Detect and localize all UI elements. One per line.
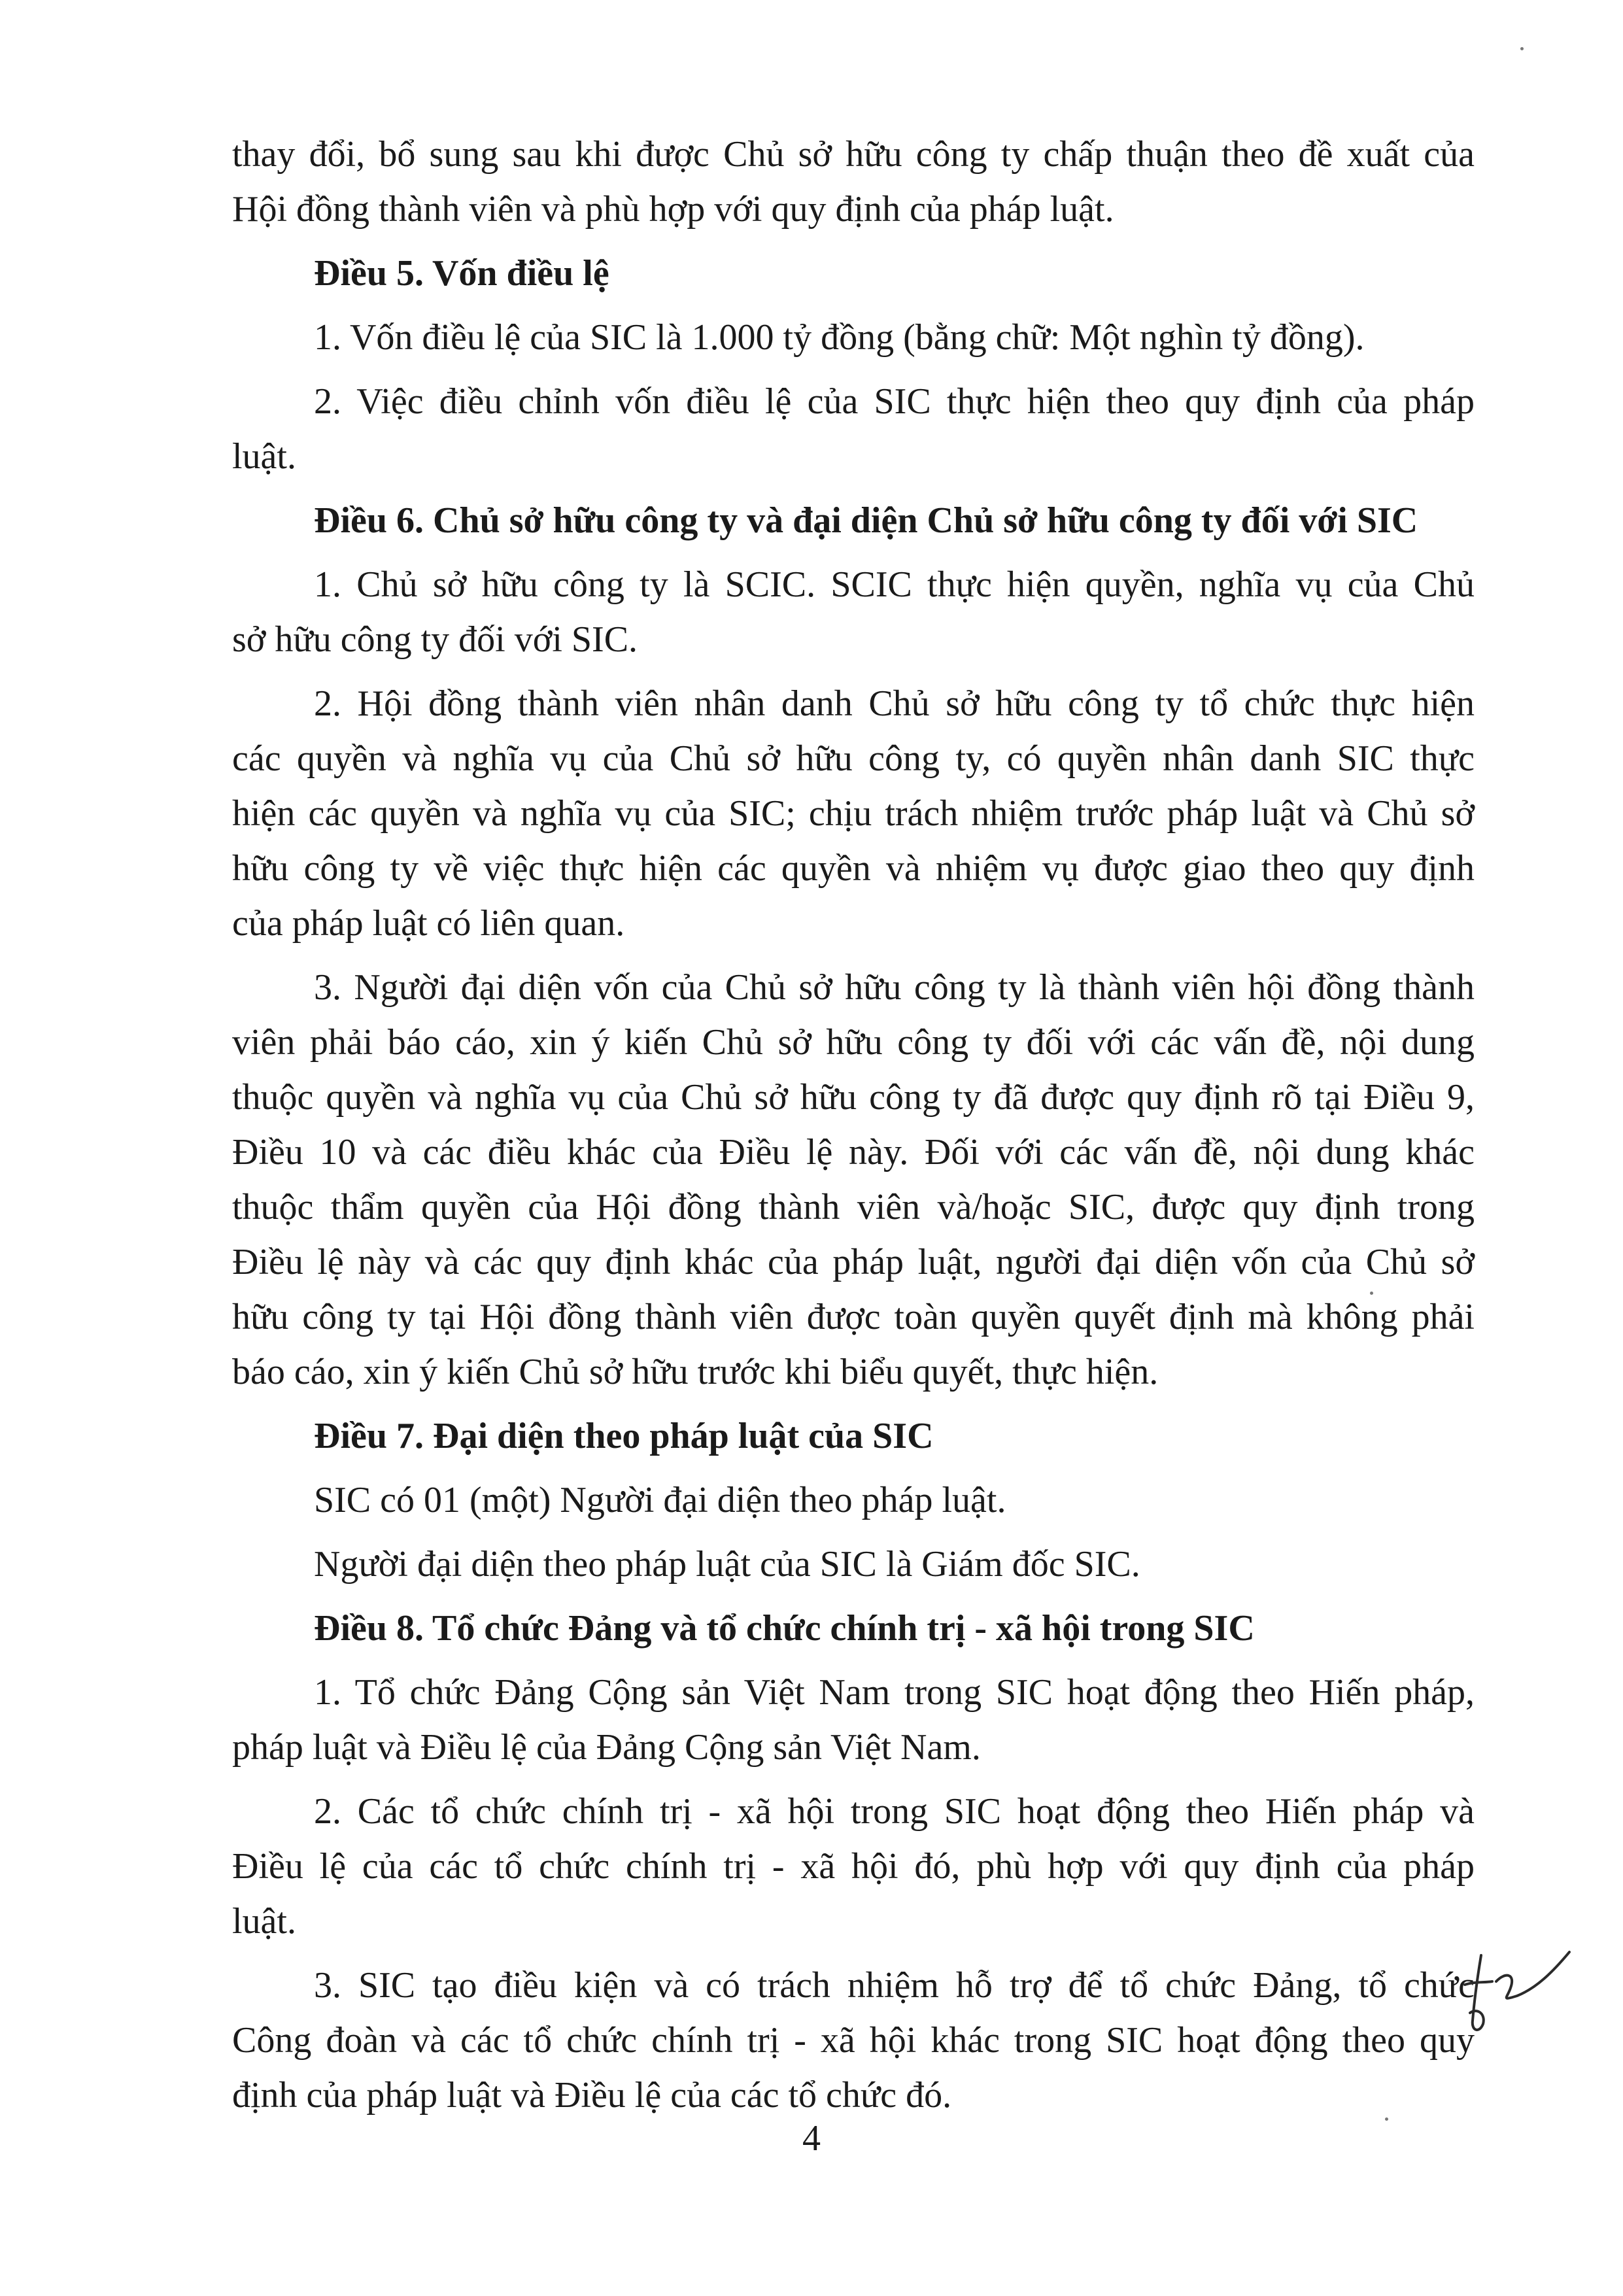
text-line: các quyền và nghĩa vụ của Chủ sở hữu công ty, có quyền nhân danh SIC thực (232, 738, 1475, 779)
article-heading: Điều 8. Tổ chức Đảng và tổ chức chính trị - xã hội trong SIC (314, 1608, 1255, 1649)
paragraph (232, 1665, 1475, 1775)
text-line: SIC có 01 (một) Người đại diện theo pháp luật. (314, 1480, 1006, 1520)
paragraph (232, 557, 1475, 667)
paragraph (232, 1473, 1475, 1528)
paragraph (232, 310, 1475, 365)
paragraph (232, 1958, 1475, 2123)
handwritten-initials (1445, 1936, 1576, 2047)
text-line: Người đại diện theo pháp luật của SIC là Giám đốc SIC. (314, 1544, 1140, 1585)
article-heading: Điều 6. Chủ sở hữu công ty và đại diện Chủ sở hữu công ty đối với SIC (314, 500, 1418, 541)
text-line: 1. Chủ sở hữu công ty là SCIC. SCIC thực hiện quyền, nghĩa vụ của Chủ (314, 564, 1475, 605)
text-line: 3. Người đại diện vốn của Chủ sở hữu công ty là thành viên hội đồng thành (314, 967, 1475, 1008)
text-line: hữu công ty về việc thực hiện các quyền và nhiệm vụ được giao theo quy định (232, 848, 1475, 889)
text-line: sở hữu công ty đối với SIC. (232, 619, 638, 660)
text-line: Công đoàn và các tổ chức chính trị - xã hội khác trong SIC hoạt động theo quy (232, 2020, 1475, 2061)
paragraph (232, 1537, 1475, 1592)
text-line: 1. Vốn điều lệ của SIC là 1.000 tỷ đồng (bằng chữ: Một nghìn tỷ đồng). (314, 317, 1365, 358)
text-line: thuộc thẩm quyền của Hội đồng thành viên và/hoặc SIC, được quy định trong (232, 1187, 1475, 1227)
page-number: 4 (802, 2118, 821, 2159)
paragraph (232, 1784, 1475, 1949)
text-line: Điều lệ của các tổ chức chính trị - xã hội đó, phù hợp với quy định của pháp (232, 1846, 1475, 1887)
article-heading: Điều 7. Đại diện theo pháp luật của SIC (314, 1416, 934, 1456)
article-heading: Điều 5. Vốn điều lệ (314, 253, 609, 294)
text-line: viên phải báo cáo, xin ý kiến Chủ sở hữu công ty đối với các vấn đề, nội dung (232, 1022, 1475, 1063)
signature-mark (1445, 1936, 1576, 2047)
text-line: hiện các quyền và nghĩa vụ của SIC; chịu trách nhiệm trước pháp luật và Chủ sở (232, 793, 1475, 834)
text-line: thuộc quyền và nghĩa vụ của Chủ sở hữu công ty đã được quy định rõ tại Điều 9, (232, 1077, 1475, 1118)
paragraph (232, 676, 1475, 951)
paragraph (232, 374, 1475, 484)
text-line: 2. Việc điều chỉnh vốn điều lệ của SIC thực hiện theo quy định của pháp (314, 381, 1475, 422)
text-line: 1. Tổ chức Đảng Cộng sản Việt Nam trong SIC hoạt động theo Hiến pháp, (314, 1672, 1475, 1713)
scan-speck (1370, 1292, 1373, 1295)
text-line: Điều 10 và các điều khác của Điều lệ này. Đối với các vấn đề, nội dung khác (232, 1132, 1475, 1173)
scan-speck (1520, 47, 1524, 50)
text-line: 2. Hội đồng thành viên nhân danh Chủ sở hữu công ty tổ chức thực hiện (314, 683, 1475, 724)
text-line: thay đổi, bổ sung sau khi được Chủ sở hữu công ty chấp thuận theo đề xuất của (232, 134, 1475, 175)
text-line: định của pháp luật và Điều lệ của các tổ chức đó. (232, 2075, 952, 2116)
text-line: của pháp luật có liên quan. (232, 903, 625, 944)
text-line: Hội đồng thành viên và phù hợp với quy định của pháp luật. (232, 189, 1114, 230)
text-line: hữu công ty tại Hội đồng thành viên được toàn quyền quyết định mà không phải (232, 1297, 1475, 1337)
text-line: luật. (232, 1901, 296, 1942)
text-line: 2. Các tổ chức chính trị - xã hội trong SIC hoạt động theo Hiến pháp và (314, 1791, 1475, 1832)
text-line: luật. (232, 436, 296, 477)
paragraph (232, 960, 1475, 1399)
text-line: pháp luật và Điều lệ của Đảng Cộng sản Việt Nam. (232, 1727, 981, 1768)
text-line: Điều lệ này và các quy định khác của pháp luật, người đại diện vốn của Chủ sở (232, 1242, 1475, 1282)
document-body (232, 118, 1475, 2123)
scan-speck (1385, 2117, 1388, 2121)
text-line: 3. SIC tạo điều kiện và có trách nhiệm hỗ trợ để tổ chức Đảng, tổ chức (314, 1965, 1475, 2006)
paragraph (232, 127, 1475, 237)
text-line: báo cáo, xin ý kiến Chủ sở hữu trước khi biểu quyết, thực hiện. (232, 1352, 1159, 1392)
